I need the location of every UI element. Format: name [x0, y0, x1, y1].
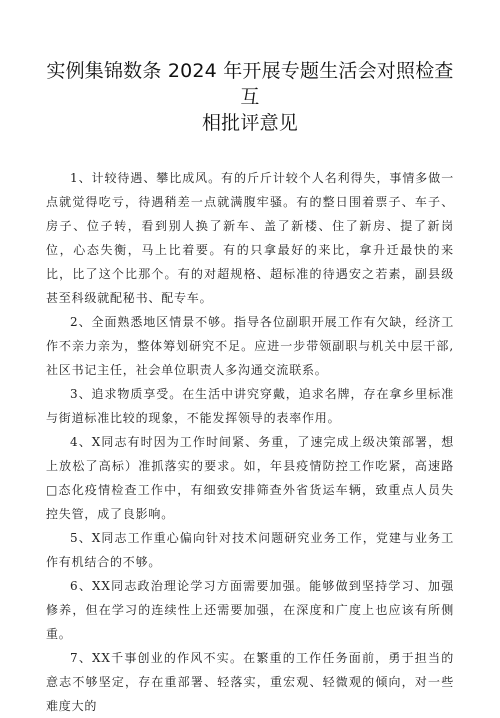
document-title: [46, 58, 454, 136]
paragraph-2: 2、全面熟悉地区情景不够。指导各位副职开展工作有欠缺，经济工作不亲力亲为，整体筹划研究不足。应进一步带领副职与机关中层干部,社区书记主任，社会单位职责人多沟通交流联系。: [46, 315, 454, 377]
title-line-1: 实例集锦数条 2024 年开展专题生活会对照检查互: [46, 60, 454, 108]
title-line-2: 相批评意见: [201, 112, 298, 134]
document-body: [46, 166, 454, 718]
paragraph-3: 3、追求物质享受。在生活中讲究穿戴，追求名牌，存在拿乡里标准与街道标准比较的现象，不能发挥领导的表率作用。: [46, 387, 454, 425]
paragraph-5: 5、X同志工作重心偏向针对技术问题研究业务工作，党建与业务工作有机结合的不够。: [46, 531, 454, 569]
paragraph-1: 1、计较待遇、攀比成风。有的斤斤计较个人名利得失，事情多做一点就觉得吃亏，待遇稍差一点就满腹牢骚。有的整日围着票子、车子、房子、位子转，看到别人换了新车、盖了新楼、住了新房、提了新岗位，心态失衡，马上比着要。有的只拿最好的来比，拿升迁最快的来比，比了这个比那个。有的对超规格、超标准的待遇安之若素，副县级甚至科级就配秘书、配专车。: [46, 171, 454, 305]
paragraph-7: 7、XX千事创业的作风不实。在繁重的工作任务面前，勇于担当的意志不够坚定，存在重部署、轻落实，重宏观、轻微观的倾向，对一些难度大的: [46, 651, 454, 713]
paragraph-6: 6、XX同志政治理论学习方面需要加强。能够做到坚持学习、加强修养，但在学习的连续性上还需要加强，在深度和广度上也应该有所侧重。: [46, 579, 454, 641]
paragraph-4: 4、X同志有时因为工作时间紧、务重，了速完成上级决策部署，想上放松了高标）准抓落实的要求。如，年县疫情防控工作吃紧，高速路□态化疫情检查工作中，有细致安排筛查外省货运车辆，致重点人员失控失管，成了良影响。: [46, 435, 454, 521]
